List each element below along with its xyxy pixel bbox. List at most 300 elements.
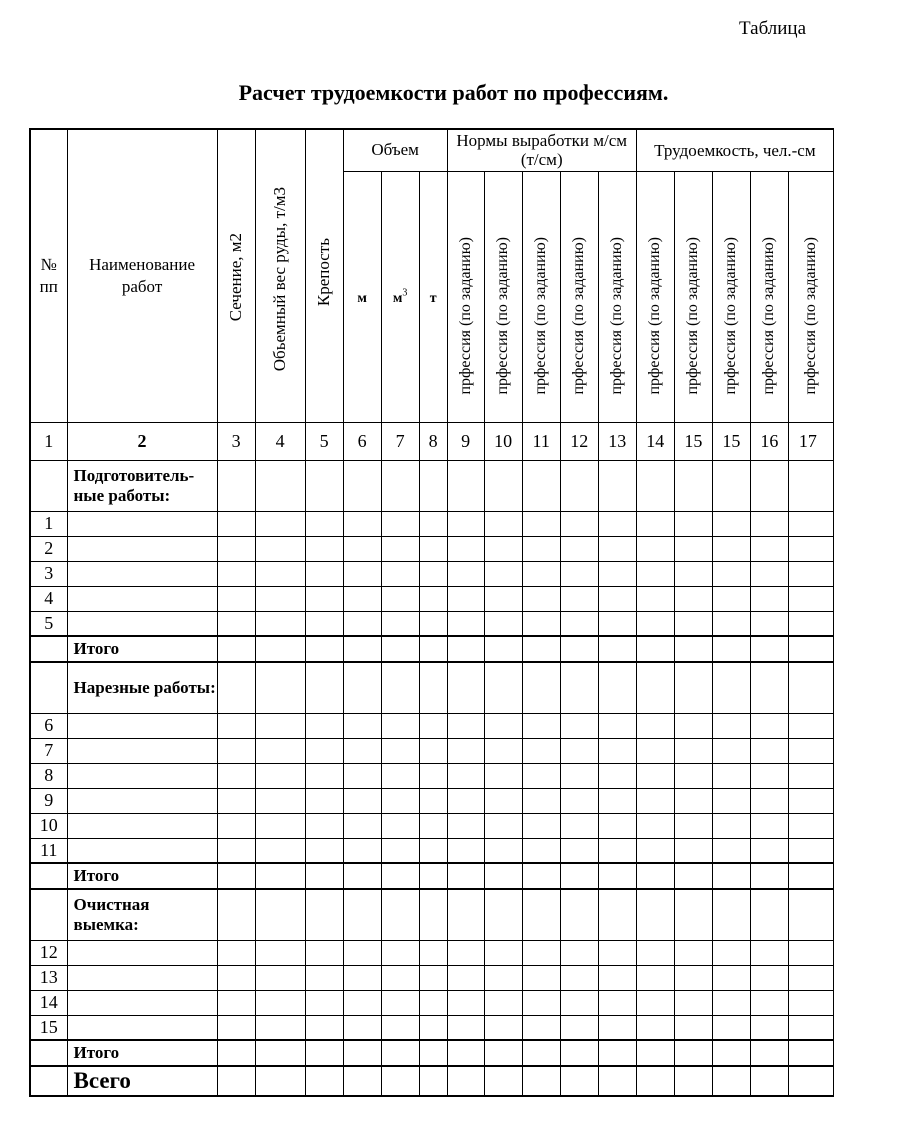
table-cell [447, 863, 484, 889]
header-section-area: Сечение, м2 [217, 129, 255, 422]
table-cell [636, 788, 674, 813]
table-cell [636, 813, 674, 838]
table-cell [522, 788, 560, 813]
table-cell [636, 940, 674, 965]
table-cell [712, 940, 750, 965]
table-cell [750, 813, 788, 838]
table-cell [419, 511, 447, 536]
table-cell [674, 738, 712, 763]
table-cell [217, 1040, 255, 1066]
work-name-cell [67, 738, 217, 763]
table-cell [343, 1040, 381, 1066]
table-cell [674, 863, 712, 889]
table-cell [217, 662, 255, 713]
table-cell [712, 838, 750, 863]
table-cell [305, 713, 343, 738]
table-cell [788, 965, 833, 990]
table-cell [419, 1066, 447, 1096]
table-cell [255, 713, 305, 738]
table-cell [447, 788, 484, 813]
table-cell [305, 763, 343, 788]
table-cell [343, 1066, 381, 1096]
table-cell [788, 636, 833, 662]
table-cell [255, 813, 305, 838]
table-cell [636, 662, 674, 713]
column-number: 6 [343, 422, 381, 460]
table-cell [305, 561, 343, 586]
table-cell [788, 561, 833, 586]
table-cell [217, 586, 255, 611]
table-cell [343, 511, 381, 536]
table-cell [255, 662, 305, 713]
table-cell [598, 460, 636, 511]
table-cell [522, 1066, 560, 1096]
table-cell [674, 763, 712, 788]
table-cell [255, 511, 305, 536]
table-cell [419, 763, 447, 788]
table-cell [305, 813, 343, 838]
table-cell [712, 662, 750, 713]
table-cell [560, 1040, 598, 1066]
table-cell [560, 889, 598, 940]
table-cell [522, 662, 560, 713]
table-cell [255, 788, 305, 813]
table-cell [788, 863, 833, 889]
table-cell [674, 1066, 712, 1096]
table-cell [750, 738, 788, 763]
work-name-cell [67, 586, 217, 611]
table-cell [598, 561, 636, 586]
table-cell [305, 460, 343, 511]
table-cell [484, 1040, 522, 1066]
table-cell [598, 586, 636, 611]
subtotal-label: Итого [67, 636, 217, 662]
table-cell [560, 460, 598, 511]
table-cell [712, 586, 750, 611]
table-cell [381, 889, 419, 940]
table-cell [419, 863, 447, 889]
header-name: Наименование работ [67, 129, 217, 422]
table-cell [636, 763, 674, 788]
table-cell [636, 511, 674, 536]
table-cell [674, 889, 712, 940]
table-cell [598, 611, 636, 636]
table-cell [419, 788, 447, 813]
table-cell [447, 511, 484, 536]
table-cell [447, 611, 484, 636]
table-cell [598, 511, 636, 536]
table-cell [750, 965, 788, 990]
table-cell [484, 611, 522, 636]
row-number: 3 [30, 561, 67, 586]
table-cell [712, 713, 750, 738]
grand-total-label: Всего [67, 1066, 217, 1096]
column-number: 4 [255, 422, 305, 460]
table-cell [636, 586, 674, 611]
table-cell [419, 561, 447, 586]
table-cell [750, 788, 788, 813]
table-cell [343, 536, 381, 561]
table-cell [750, 838, 788, 863]
table-cell [750, 713, 788, 738]
table-cell [750, 990, 788, 1015]
table-cell [447, 1015, 484, 1040]
table-cell [381, 1015, 419, 1040]
table-cell [560, 511, 598, 536]
table-cell [788, 460, 833, 511]
table-cell [788, 611, 833, 636]
work-name-cell [67, 713, 217, 738]
table-cell [750, 1015, 788, 1040]
table-cell [712, 1015, 750, 1040]
table-cell [598, 662, 636, 713]
table-cell [419, 889, 447, 940]
table-cell [484, 713, 522, 738]
row-number [30, 662, 67, 713]
table-cell [636, 863, 674, 889]
table-cell [343, 1015, 381, 1040]
table-cell [788, 662, 833, 713]
table-cell [255, 965, 305, 990]
header-volume: Объем [343, 129, 447, 171]
table-cell [484, 813, 522, 838]
table-cell [484, 838, 522, 863]
column-number: 13 [598, 422, 636, 460]
table-cell [522, 990, 560, 1015]
table-cell [381, 460, 419, 511]
table-cell [674, 990, 712, 1015]
table-cell [788, 940, 833, 965]
row-number: 14 [30, 990, 67, 1015]
table-cell [598, 940, 636, 965]
table-cell [560, 763, 598, 788]
table-cell [217, 965, 255, 990]
table-cell [522, 889, 560, 940]
row-number [30, 636, 67, 662]
table-cell [788, 889, 833, 940]
table-cell [750, 460, 788, 511]
table-cell [419, 990, 447, 1015]
table-cell [750, 1040, 788, 1066]
row-number [30, 1040, 67, 1066]
table-cell [381, 863, 419, 889]
table-cell [447, 738, 484, 763]
table-cell [419, 460, 447, 511]
profession-header: прфессия (по заданию) [447, 171, 484, 422]
table-cell [636, 838, 674, 863]
column-number: 3 [217, 422, 255, 460]
table-cell [674, 511, 712, 536]
table-cell [381, 940, 419, 965]
table-cell [712, 965, 750, 990]
header-vol-m: м [343, 171, 381, 422]
table-cell [447, 763, 484, 788]
table-cell [712, 889, 750, 940]
table-cell [305, 662, 343, 713]
table-cell [674, 586, 712, 611]
table-cell [636, 460, 674, 511]
work-name-cell [67, 611, 217, 636]
table-cell [484, 738, 522, 763]
table-cell [636, 738, 674, 763]
table-cell [750, 763, 788, 788]
table-cell [598, 838, 636, 863]
table-cell [598, 889, 636, 940]
table-cell [750, 511, 788, 536]
table-cell [484, 561, 522, 586]
table-cell [560, 863, 598, 889]
table-cell [255, 460, 305, 511]
table-cell [484, 536, 522, 561]
table-cell [217, 1015, 255, 1040]
table-cell [598, 1040, 636, 1066]
column-number: 14 [636, 422, 674, 460]
table-cell [447, 536, 484, 561]
table-cell [381, 713, 419, 738]
section-title: Подготовитель-ные работы: [67, 460, 217, 511]
table-cell [255, 536, 305, 561]
table-cell [217, 990, 255, 1015]
column-number: 10 [484, 422, 522, 460]
table-cell [788, 1040, 833, 1066]
table-cell [217, 763, 255, 788]
column-number: 11 [522, 422, 560, 460]
table-cell [750, 940, 788, 965]
table-cell [788, 763, 833, 788]
table-cell [419, 636, 447, 662]
table-cell [750, 611, 788, 636]
table-cell [560, 990, 598, 1015]
profession-header: прфессия (по заданию) [560, 171, 598, 422]
work-name-cell [67, 763, 217, 788]
table-cell [560, 813, 598, 838]
row-number: 5 [30, 611, 67, 636]
table-cell [712, 511, 750, 536]
table-cell [255, 738, 305, 763]
column-number: 2 [67, 422, 217, 460]
table-cell [788, 586, 833, 611]
table-cell [217, 788, 255, 813]
table-cell [712, 460, 750, 511]
profession-header: прфессия (по заданию) [598, 171, 636, 422]
table-cell [305, 636, 343, 662]
table-cell [788, 838, 833, 863]
table-cell [419, 1015, 447, 1040]
table-cell [636, 561, 674, 586]
row-number [30, 863, 67, 889]
table-cell [484, 863, 522, 889]
table-cell [522, 1040, 560, 1066]
table-caption-label: Таблица [739, 18, 807, 39]
table-cell [712, 1066, 750, 1096]
table-cell [712, 738, 750, 763]
table-cell [560, 788, 598, 813]
table-cell [217, 511, 255, 536]
table-cell [255, 763, 305, 788]
table-cell [381, 738, 419, 763]
header-vol-t: т [419, 171, 447, 422]
table-cell [447, 460, 484, 511]
table-cell [447, 561, 484, 586]
table-cell [636, 636, 674, 662]
table-cell [381, 788, 419, 813]
header-vol-m3: $м^3$ [381, 171, 419, 422]
table-cell [712, 536, 750, 561]
table-cell [343, 763, 381, 788]
table-cell [636, 889, 674, 940]
table-cell [788, 738, 833, 763]
table-cell [636, 536, 674, 561]
table-cell [419, 965, 447, 990]
row-number [30, 889, 67, 940]
table-cell [636, 713, 674, 738]
table-cell [255, 1040, 305, 1066]
table-cell [522, 838, 560, 863]
table-cell [598, 788, 636, 813]
table-cell [598, 990, 636, 1015]
table-cell [712, 1040, 750, 1066]
column-number: 5 [305, 422, 343, 460]
table-cell [381, 1040, 419, 1066]
table-cell [750, 636, 788, 662]
table-cell [560, 838, 598, 863]
column-number: 16 [750, 422, 788, 460]
table-cell [447, 636, 484, 662]
table-cell [381, 586, 419, 611]
table-cell [560, 1015, 598, 1040]
table-cell [522, 763, 560, 788]
table-cell [598, 636, 636, 662]
table-cell [343, 813, 381, 838]
table-cell [447, 713, 484, 738]
table-cell [750, 561, 788, 586]
table-cell [750, 536, 788, 561]
table-cell [788, 511, 833, 536]
table-cell [447, 586, 484, 611]
column-number: 15 [674, 422, 712, 460]
table-cell [343, 788, 381, 813]
table-cell [255, 1066, 305, 1096]
table-cell [598, 813, 636, 838]
table-cell [598, 763, 636, 788]
table-cell [788, 813, 833, 838]
table-cell [217, 536, 255, 561]
row-number: 13 [30, 965, 67, 990]
table-cell [305, 889, 343, 940]
table-cell [598, 713, 636, 738]
table-cell [255, 940, 305, 965]
table-cell [522, 460, 560, 511]
table-cell [255, 863, 305, 889]
row-number [30, 1066, 67, 1096]
table-cell [381, 990, 419, 1015]
table-cell [484, 460, 522, 511]
table-cell [381, 1066, 419, 1096]
table-cell [560, 738, 598, 763]
table-cell [419, 586, 447, 611]
table-cell [447, 1066, 484, 1096]
profession-header: прфессия (по заданию) [750, 171, 788, 422]
table-cell [712, 636, 750, 662]
profession-header: прфессия (по заданию) [636, 171, 674, 422]
table-cell [305, 965, 343, 990]
subtotal-label: Итого [67, 1040, 217, 1066]
table-cell [636, 990, 674, 1015]
table-cell [484, 788, 522, 813]
table-cell [343, 662, 381, 713]
table-cell [217, 940, 255, 965]
table-cell [674, 460, 712, 511]
column-number: 8 [419, 422, 447, 460]
table-cell [712, 763, 750, 788]
table-cell [522, 586, 560, 611]
table-cell [598, 1015, 636, 1040]
table-cell [484, 1066, 522, 1096]
table-cell [255, 561, 305, 586]
table-cell [674, 611, 712, 636]
table-cell [419, 713, 447, 738]
subtotal-label: Итого [67, 863, 217, 889]
column-number: 1 [30, 422, 67, 460]
row-number: 6 [30, 713, 67, 738]
table-cell [522, 813, 560, 838]
table-cell [381, 838, 419, 863]
table-cell [560, 713, 598, 738]
table-cell [522, 965, 560, 990]
header-norms: Нормы выработки м/см (т/см) [447, 129, 636, 171]
table-cell [560, 965, 598, 990]
table-cell [255, 990, 305, 1015]
table-cell [217, 561, 255, 586]
table-cell [560, 1066, 598, 1096]
table-cell [750, 863, 788, 889]
table-cell [343, 611, 381, 636]
table-cell [447, 990, 484, 1015]
table-cell [788, 713, 833, 738]
profession-header: прфессия (по заданию) [712, 171, 750, 422]
table-cell [381, 511, 419, 536]
table-cell [522, 738, 560, 763]
table-cell [522, 940, 560, 965]
table-cell [381, 662, 419, 713]
table-cell [522, 636, 560, 662]
row-number: 8 [30, 763, 67, 788]
work-name-cell [67, 940, 217, 965]
table-cell [674, 561, 712, 586]
work-name-cell [67, 511, 217, 536]
table-cell [447, 965, 484, 990]
table-cell [343, 940, 381, 965]
table-cell [419, 838, 447, 863]
table-cell [255, 838, 305, 863]
table-cell [598, 536, 636, 561]
table-cell [305, 1066, 343, 1096]
header-hardness: Крепость [305, 129, 343, 422]
table-cell [674, 536, 712, 561]
table-cell [305, 990, 343, 1015]
table-cell [305, 611, 343, 636]
table-cell [560, 636, 598, 662]
row-number: 4 [30, 586, 67, 611]
row-number: 9 [30, 788, 67, 813]
table-cell [712, 990, 750, 1015]
work-name-cell [67, 838, 217, 863]
table-cell [712, 863, 750, 889]
table-cell [712, 813, 750, 838]
table-cell [636, 1066, 674, 1096]
table-cell [788, 788, 833, 813]
table-cell [381, 536, 419, 561]
